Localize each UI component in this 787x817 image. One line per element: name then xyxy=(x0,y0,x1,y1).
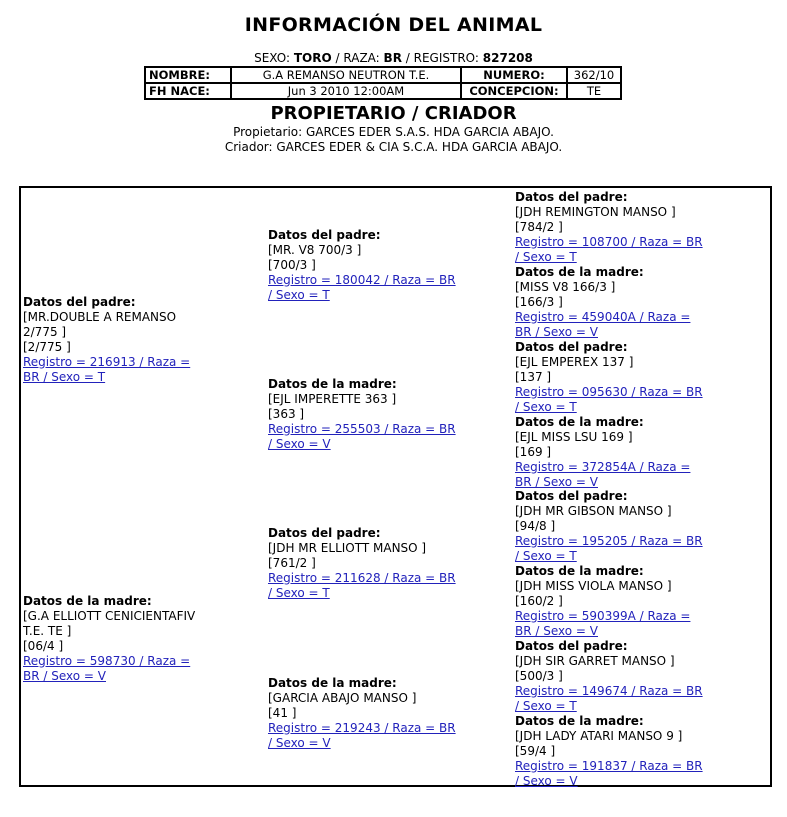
animal-name: [JDH LADY ATARI MANSO 9 ] xyxy=(515,729,683,743)
animal-number: [2/775 ] xyxy=(23,340,71,354)
animal-number: [363 ] xyxy=(268,407,305,421)
registro-link[interactable]: Registro = 095630 / Raza = BR xyxy=(515,385,703,399)
registro-link[interactable]: Registro = 108700 / Raza = BR xyxy=(515,235,703,249)
raza-value: BR xyxy=(383,51,402,65)
animal-number: [784/2 ] xyxy=(515,220,563,234)
animal-name: [MISS V8 166/3 ] xyxy=(515,280,616,294)
registro-link-cont[interactable]: BR / Sexo = T xyxy=(23,370,106,384)
animal-name: [JDH MISS VIOLA MANSO ] xyxy=(515,579,672,593)
registro-link[interactable]: Registro = 149674 / Raza = BR xyxy=(515,684,703,698)
animal-number: [94/8 ] xyxy=(515,519,556,533)
gen3-entry-5 xyxy=(515,489,770,564)
animal-number: [169 ] xyxy=(515,445,552,459)
entry-heading: Datos del padre: xyxy=(515,340,628,354)
fh-nace-value: Jun 3 2010 12:00AM xyxy=(231,83,461,99)
propietario-text: Propietario: GARCES EDER S.A.S. HDA GARCIA ABAJO. xyxy=(233,125,554,139)
entry-heading: Datos del padre: xyxy=(515,190,628,204)
gen3-entry-3 xyxy=(515,340,770,415)
registro-link[interactable]: Registro = 191837 / Raza = BR xyxy=(515,759,703,773)
registro-link[interactable]: Registro = 590399A / Raza = xyxy=(515,609,691,623)
registro-link-cont[interactable]: / Sexo = T xyxy=(515,699,577,713)
registro-link-cont[interactable]: BR / Sexo = V xyxy=(23,669,106,683)
animal-name: [G.A ELLIOTT CENICIENTAFIV xyxy=(23,609,196,623)
animal-number: [761/2 ] xyxy=(268,556,316,570)
animal-name: [GARCIA ABAJO MANSO ] xyxy=(268,691,417,705)
registro-link-cont[interactable]: / Sexo = T xyxy=(515,549,577,563)
animal-name: [JDH MR GIBSON MANSO ] xyxy=(515,504,672,518)
animal-name-cont: 2/775 ] xyxy=(23,325,67,339)
gen1-sire xyxy=(23,295,263,385)
pedigree-table xyxy=(19,186,772,787)
registro-link[interactable]: Registro = 219243 / Raza = BR xyxy=(268,721,456,735)
entry-heading: Datos de la madre: xyxy=(515,415,644,429)
animal-name: [EJL MISS LSU 169 ] xyxy=(515,430,633,444)
registro-link-cont[interactable]: / Sexo = T xyxy=(268,586,330,600)
nombre-value: G.A REMANSO NEUTRON T.E. xyxy=(231,67,461,83)
sexo-value: TORO xyxy=(293,51,332,65)
registro-link-cont[interactable]: / Sexo = V xyxy=(268,437,331,451)
entry-heading: Datos de la madre: xyxy=(515,714,644,728)
fh-nace-label: FH NACE: xyxy=(145,83,231,99)
animal-name: [JDH REMINGTON MANSO ] xyxy=(515,205,676,219)
page-title: INFORMACIÓN DEL ANIMAL xyxy=(244,14,543,36)
numero-value: 362/10 xyxy=(567,67,621,83)
gen3-entry-6 xyxy=(515,564,770,639)
gen2-entry-4 xyxy=(268,676,516,751)
entry-heading: Datos de la madre: xyxy=(23,594,152,608)
registro-link-cont[interactable]: / Sexo = V xyxy=(268,736,331,750)
registro-value: 827208 xyxy=(482,51,533,65)
animal-name: [JDH SIR GARRET MANSO ] xyxy=(515,654,675,668)
registro-link[interactable]: Registro = 372854A / Raza = xyxy=(515,460,691,474)
entry-heading: Datos de la madre: xyxy=(515,265,644,279)
animal-number: [06/4 ] xyxy=(23,639,64,653)
gen2-entry-3 xyxy=(268,526,516,601)
numero-label: NUMERO: xyxy=(461,67,567,83)
registro-label: / REGISTRO: xyxy=(405,51,479,65)
raza-label: / RAZA: xyxy=(335,51,380,65)
info-row xyxy=(145,67,621,83)
registro-link-cont[interactable]: BR / Sexo = V xyxy=(515,475,598,489)
concepcion-value: TE xyxy=(567,83,621,99)
animal-number: [59/4 ] xyxy=(515,744,556,758)
gen1-dam xyxy=(23,594,263,684)
registro-link-cont[interactable]: / Sexo = T xyxy=(515,400,577,414)
entry-heading: Datos del padre: xyxy=(515,639,628,653)
gen2-entry-2 xyxy=(268,377,516,452)
registro-link-cont[interactable]: / Sexo = V xyxy=(515,774,578,788)
entry-heading: Datos de la madre: xyxy=(515,564,644,578)
registro-link[interactable]: Registro = 195205 / Raza = BR xyxy=(515,534,703,548)
gen3-entry-8 xyxy=(515,714,770,789)
registro-link-cont[interactable]: / Sexo = T xyxy=(268,288,330,302)
animal-name-cont: T.E. TE ] xyxy=(23,624,72,638)
sexo-raza-registro-line xyxy=(0,51,787,65)
sexo-label: SEXO: xyxy=(254,51,291,65)
owner-section-title: PROPIETARIO / CRIADOR xyxy=(270,103,517,124)
entry-heading: Datos de la madre: xyxy=(268,377,397,391)
registro-link[interactable]: Registro = 255503 / Raza = BR xyxy=(268,422,456,436)
registro-link[interactable]: Registro = 180042 / Raza = BR xyxy=(268,273,456,287)
gen3-entry-2 xyxy=(515,265,770,340)
animal-number: [500/3 ] xyxy=(515,669,563,683)
concepcion-label: CONCEPCION: xyxy=(461,83,567,99)
animal-number: [160/2 ] xyxy=(515,594,563,608)
criador-text: Criador: GARCES EDER & CIA S.C.A. HDA GARCIA ABAJO. xyxy=(224,140,563,154)
animal-name: [EJL EMPEREX 137 ] xyxy=(515,355,634,369)
registro-link[interactable]: Registro = 216913 / Raza = xyxy=(23,355,191,369)
gen2-entry-1 xyxy=(268,228,516,303)
animal-number: [166/3 ] xyxy=(515,295,563,309)
registro-link-cont[interactable]: / Sexo = T xyxy=(515,250,577,264)
registro-link[interactable]: Registro = 211628 / Raza = BR xyxy=(268,571,456,585)
entry-heading: Datos de la madre: xyxy=(268,676,397,690)
entry-heading: Datos del padre: xyxy=(268,228,381,242)
animal-name: [EJL IMPERETTE 363 ] xyxy=(268,392,397,406)
registro-link[interactable]: Registro = 459040A / Raza = xyxy=(515,310,691,324)
registro-link-cont[interactable]: BR / Sexo = V xyxy=(515,325,598,339)
animal-info-table xyxy=(144,66,622,100)
entry-heading: Datos del padre: xyxy=(515,489,628,503)
animal-name: [MR. V8 700/3 ] xyxy=(268,243,362,257)
animal-number: [137 ] xyxy=(515,370,552,384)
registro-link[interactable]: Registro = 598730 / Raza = xyxy=(23,654,191,668)
gen3-entry-7 xyxy=(515,639,770,714)
animal-number: [41 ] xyxy=(268,706,297,720)
animal-number: [700/3 ] xyxy=(268,258,316,272)
gen3-entry-4 xyxy=(515,415,770,490)
animal-name: [JDH MR ELLIOTT MANSO ] xyxy=(268,541,427,555)
registro-link-cont[interactable]: BR / Sexo = V xyxy=(515,624,598,638)
nombre-label: NOMBRE: xyxy=(145,67,231,83)
info-row xyxy=(145,83,621,99)
entry-heading: Datos del padre: xyxy=(23,295,136,309)
animal-name: [MR.DOUBLE A REMANSO xyxy=(23,310,177,324)
entry-heading: Datos del padre: xyxy=(268,526,381,540)
gen3-entry-1 xyxy=(515,190,770,265)
